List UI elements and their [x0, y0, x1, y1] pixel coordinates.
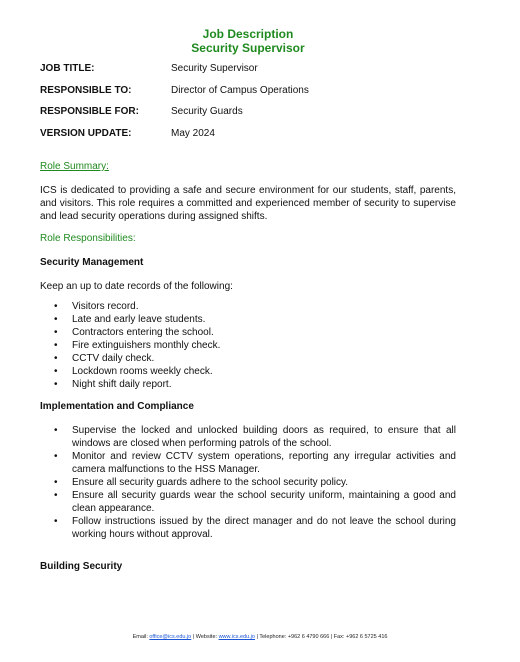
meta-value: Security Supervisor [171, 63, 258, 74]
meta-row [40, 63, 480, 85]
footer-phone: Telephone: +962 6 4790 666 [259, 634, 330, 640]
list-item: • Visitors record. [40, 300, 456, 313]
list-item: • Night shift daily report. [40, 378, 456, 391]
meta-key: RESPONSIBLE TO: [40, 84, 132, 96]
security-management-heading: Security Management [40, 257, 144, 268]
role-responsibilities-heading: Role Responsibilities: [40, 233, 136, 244]
list-item: • Monitor and review CCTV system operations, reporting any irregular activities and camera malfunctions to the HSS Manager. [40, 450, 456, 476]
footer-fax: Fax: +962 6 5725 416 [333, 634, 388, 640]
footer-separator: | [256, 634, 258, 640]
meta-value: Security Guards [171, 106, 243, 117]
list-item: • Lockdown rooms weekly check. [40, 365, 456, 378]
meta-row [40, 128, 480, 150]
list-item: • Follow instructions issued by the direct manager and do not leave the school during working hours without approval. [40, 515, 456, 541]
role-summary-text: ICS is dedicated to providing a safe and secure environment for our students, staff, parents, and visitors. This role requires a committed and experienced member of security to supervise and lead security operations during assigned shifts. [40, 185, 456, 222]
footer-email-link[interactable]: office@ics.edu.jo [149, 634, 192, 640]
meta-value: May 2024 [171, 127, 215, 139]
meta-value: Director of Campus Operations [171, 84, 309, 96]
document-title: Job Description [202, 27, 294, 41]
implementation-heading: Implementation and Compliance [40, 401, 194, 412]
document-subtitle: Security Supervisor [191, 41, 305, 55]
list-item: • CCTV daily check. [40, 352, 456, 365]
list-item: • Supervise the locked and unlocked building doors as required, to ensure that all windows are closed when performing patrols of the school. [40, 424, 456, 450]
meta-row [40, 106, 480, 128]
implementation-list [40, 424, 456, 541]
records-intro: Keep an up to date records of the following: [40, 281, 233, 292]
footer-website-link[interactable]: www.ics.edu.jo [218, 634, 255, 640]
job-meta-table [40, 63, 480, 149]
role-summary-heading: Role Summary: [40, 161, 109, 172]
meta-key: RESPONSIBLE FOR: [40, 106, 139, 117]
list-item: • Ensure all security guards adhere to the school security policy. [40, 476, 456, 489]
page-footer [0, 634, 520, 640]
footer-website-label: Website: [195, 634, 218, 640]
records-list [40, 300, 456, 391]
building-security-heading: Building Security [40, 561, 123, 572]
meta-key: JOB TITLE: [40, 63, 95, 74]
list-item: • Fire extinguishers monthly check. [40, 339, 456, 352]
list-item: • Late and early leave students. [40, 313, 456, 326]
footer-separator: | [330, 634, 333, 640]
footer-email-label: Email: [132, 634, 148, 640]
meta-row [40, 85, 480, 107]
list-item: • Contractors entering the school. [40, 326, 456, 339]
list-item: • Ensure all security guards wear the school security uniform, maintaining a good and clean appearance. [40, 489, 456, 515]
footer-separator: | [192, 634, 195, 640]
meta-key: VERSION UPDATE: [40, 127, 132, 139]
